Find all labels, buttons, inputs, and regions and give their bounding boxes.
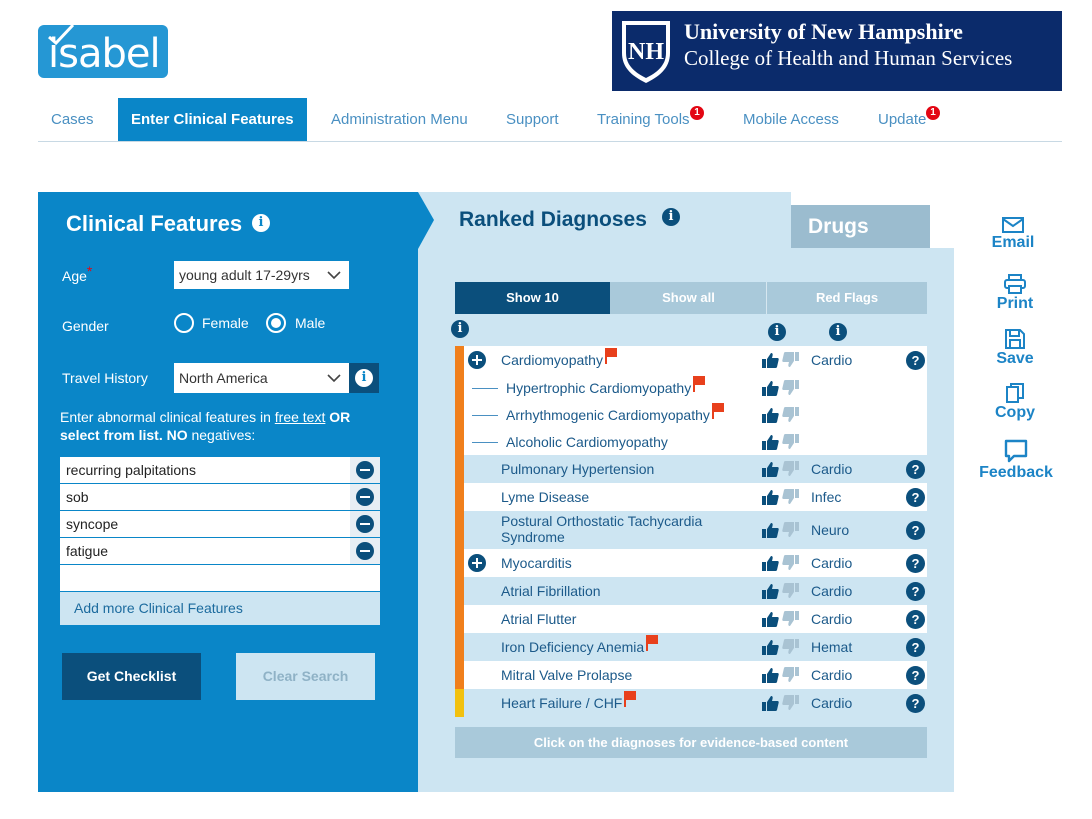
save-label: Save — [996, 350, 1034, 367]
rating-thumbs — [762, 695, 802, 711]
minus-icon — [356, 461, 374, 479]
thumbs-up-icon[interactable] — [762, 555, 779, 571]
nav-support[interactable]: Support — [506, 111, 559, 128]
instructions-text: Enter abnormal clinical features in free text OR select from list. NO negatives: — [60, 409, 351, 443]
rating-thumbs — [762, 667, 802, 683]
thumbs-up-icon[interactable] — [762, 583, 779, 599]
travel-history-label: Travel History — [62, 370, 148, 386]
sub-item-line — [472, 442, 498, 443]
diagnosis-row[interactable] — [464, 483, 927, 511]
ranked-diagnoses-title: Ranked Diagnoses — [459, 208, 647, 231]
tab-red-flags[interactable]: Red Flags — [815, 290, 879, 305]
sub-diagnosis-row[interactable] — [464, 401, 927, 428]
sub-diagnosis-row[interactable] — [464, 428, 927, 455]
travel-history-value: North America — [179, 370, 268, 386]
help-icon[interactable]: ? — [906, 460, 925, 479]
free-text-link[interactable]: free text — [274, 409, 326, 425]
diagnosis-name[interactable]: Myocarditis — [501, 555, 572, 571]
diagnosis-row[interactable] — [464, 605, 927, 633]
print-label: Print — [996, 295, 1034, 312]
main-nav — [38, 98, 1062, 142]
help-icon[interactable]: ? — [906, 666, 925, 685]
diagnosis-category: Cardio — [811, 611, 853, 627]
copy-icon — [1006, 383, 1024, 403]
gender-female-label: Female — [202, 315, 249, 331]
diagnosis-row[interactable] — [464, 511, 927, 549]
thumbs-down-icon[interactable] — [782, 352, 799, 368]
chevron-down-icon — [327, 261, 341, 289]
thumbs-up-icon[interactable] — [762, 611, 779, 627]
red-flag-icon — [693, 376, 705, 392]
minus-icon — [356, 542, 374, 560]
update-badge: 1 — [926, 106, 940, 120]
remove-feature-button[interactable] — [350, 511, 380, 537]
help-icon[interactable]: ? — [906, 521, 925, 540]
tab-show-10[interactable]: Show 10 — [455, 282, 610, 314]
copy-label: Copy — [995, 404, 1035, 421]
unh-shield-icon — [618, 17, 674, 85]
isabel-logo[interactable] — [38, 25, 168, 78]
help-icon[interactable]: ? — [906, 554, 925, 573]
logo-text: isabel — [48, 31, 160, 77]
rating-thumbs — [762, 407, 802, 423]
severity-bar-yellow — [455, 689, 464, 717]
gender-male-label: Male — [295, 315, 326, 331]
age-select[interactable] — [174, 261, 349, 289]
diagnosis-category: Infec — [811, 489, 842, 505]
save-button[interactable] — [975, 329, 1055, 368]
diagnosis-name[interactable]: Mitral Valve Prolapse — [501, 667, 633, 683]
clinical-features-info-icon[interactable]: i — [252, 214, 270, 232]
nav-mobile-access[interactable]: Mobile Access — [743, 111, 839, 128]
gender-female-radio[interactable] — [174, 313, 194, 333]
help-icon[interactable]: ? — [906, 610, 925, 629]
thumbs-down-icon[interactable] — [782, 555, 799, 571]
rating-thumbs — [762, 555, 802, 571]
diagnosis-category: Cardio — [811, 555, 853, 571]
required-mark: * — [86, 263, 93, 279]
diagnosis-category: Cardio — [811, 667, 853, 683]
age-label: Age* — [62, 263, 93, 284]
thumbs-up-icon[interactable] — [762, 434, 779, 450]
feedback-label: Feedback — [979, 464, 1053, 481]
rating-thumbs — [762, 583, 802, 599]
diagnosis-name[interactable]: Atrial Flutter — [501, 611, 577, 627]
sub-item-line — [472, 415, 498, 416]
red-flag-icon — [624, 691, 636, 707]
thumbs-down-icon[interactable] — [782, 667, 799, 683]
rating-thumbs — [762, 434, 802, 450]
thumbs-up-icon[interactable] — [762, 380, 779, 396]
thumbs-down-icon[interactable] — [782, 461, 799, 477]
remove-feature-button[interactable] — [350, 484, 380, 510]
diagnosis-name[interactable]: Postural Orthostatic Tachycardia Syndrome — [501, 513, 703, 545]
ranked-diagnoses-info-icon[interactable]: i — [662, 208, 680, 226]
print-button[interactable] — [975, 274, 1055, 313]
diagnosis-row[interactable] — [464, 455, 927, 483]
diagnosis-category: Cardio — [811, 695, 853, 711]
diagnosis-name[interactable]: Alcoholic Cardiomyopathy — [506, 434, 668, 450]
diagnosis-category: Cardio — [811, 352, 853, 368]
get-checklist-button[interactable]: Get Checklist — [62, 653, 201, 700]
thumbs-up-icon[interactable] — [762, 489, 779, 505]
sub-item-line — [472, 388, 498, 389]
results-tabbar — [455, 282, 927, 314]
nav-enter-clinical-features[interactable]: Enter Clinical Features — [118, 98, 307, 141]
travel-history-info-button[interactable] — [349, 363, 379, 393]
expand-icon[interactable] — [468, 351, 486, 369]
feature-input[interactable]: fatigue — [60, 538, 380, 564]
feature-input[interactable]: syncope — [60, 511, 380, 537]
panel-notch — [418, 192, 436, 249]
diagnosis-row[interactable] — [464, 346, 927, 374]
rating-thumbs — [762, 639, 802, 655]
rating-thumbs — [762, 352, 802, 368]
help-icon[interactable]: ? — [906, 488, 925, 507]
nav-training-tools[interactable]: Training Tools — [597, 111, 690, 128]
rating-thumbs — [762, 611, 802, 627]
drugs-tab[interactable]: Drugs — [791, 205, 930, 248]
travel-history-select[interactable] — [174, 363, 349, 393]
diagnosis-name[interactable]: Cardiomyopathy — [501, 352, 617, 368]
expand-icon[interactable] — [468, 554, 486, 572]
remove-feature-button[interactable] — [350, 538, 380, 564]
institution-college: College of Health and Human Services — [684, 46, 1013, 70]
gender-label: Gender — [62, 318, 109, 334]
thumbs-up-icon[interactable] — [762, 695, 779, 711]
nav-update[interactable]: Update — [878, 111, 927, 128]
info-icon[interactable]: i — [451, 320, 469, 338]
feedback-icon — [1004, 439, 1028, 463]
diagnosis-row[interactable] — [464, 633, 927, 661]
copy-button[interactable] — [975, 383, 1055, 422]
clinical-features-title: Clinical Features — [66, 211, 243, 236]
feature-input[interactable]: sob — [60, 484, 380, 510]
tab-show-all[interactable]: Show all — [662, 290, 715, 305]
thumbs-up-icon[interactable] — [762, 639, 779, 655]
minus-icon — [356, 488, 374, 506]
age-select-value: young adult 17-29yrs — [179, 267, 310, 283]
diagnosis-category: Hemat — [811, 639, 853, 655]
feedback-button[interactable] — [976, 439, 1056, 482]
thumbs-down-icon[interactable] — [782, 522, 799, 538]
diagnosis-row[interactable] — [464, 549, 927, 577]
thumbs-up-icon[interactable] — [762, 461, 779, 477]
rating-thumbs — [762, 380, 802, 396]
nav-administration-menu[interactable]: Administration Menu — [331, 111, 468, 128]
chevron-down-icon — [327, 363, 341, 393]
email-icon — [1002, 217, 1024, 233]
thumbs-down-icon[interactable] — [782, 583, 799, 599]
help-icon[interactable]: ? — [906, 638, 925, 657]
thumbs-down-icon[interactable] — [782, 380, 799, 396]
gender-male-radio[interactable] — [266, 313, 286, 333]
diagnosis-category: Cardio — [811, 583, 853, 599]
help-icon[interactable]: ? — [906, 351, 925, 370]
thumbs-up-icon[interactable] — [762, 407, 779, 423]
shield-letters: NH — [628, 39, 664, 65]
red-flag-icon — [605, 348, 617, 364]
sub-diagnosis-row[interactable] — [464, 374, 927, 401]
save-icon — [1005, 329, 1025, 349]
rating-info-icon[interactable]: i — [768, 323, 786, 341]
minus-icon — [356, 515, 374, 533]
email-button[interactable] — [973, 217, 1053, 252]
diagnosis-name[interactable]: Arrhythmogenic Cardiomyopathy — [506, 407, 724, 423]
thumbs-down-icon[interactable] — [782, 611, 799, 627]
severity-bar-orange — [455, 346, 464, 689]
new-feature-input[interactable] — [60, 565, 380, 591]
diagnosis-name[interactable]: Iron Deficiency Anemia — [501, 639, 658, 655]
red-flag-icon — [712, 403, 724, 419]
clinical-features-panel — [38, 192, 418, 792]
category-info-icon[interactable]: i — [829, 323, 847, 341]
diagnosis-category: Neuro — [811, 522, 850, 538]
rating-thumbs — [762, 489, 802, 505]
diagnosis-row[interactable] — [464, 661, 927, 689]
help-icon[interactable]: ? — [906, 694, 925, 713]
thumbs-down-icon[interactable] — [782, 695, 799, 711]
diagnosis-name[interactable]: Hypertrophic Cardiomyopathy — [506, 380, 705, 396]
thumbs-up-icon[interactable] — [762, 667, 779, 683]
training-tools-badge: 1 — [690, 106, 704, 120]
diagnosis-row[interactable] — [464, 689, 927, 717]
institution-name: University of New Hampshire — [684, 19, 963, 44]
rating-thumbs — [762, 461, 802, 477]
red-flag-icon — [646, 635, 658, 651]
thumbs-up-icon[interactable] — [762, 522, 779, 538]
thumbs-down-icon[interactable] — [782, 434, 799, 450]
remove-feature-button[interactable] — [350, 457, 380, 483]
diagnosis-category: Cardio — [811, 461, 853, 477]
help-icon[interactable]: ? — [906, 582, 925, 601]
thumbs-down-icon[interactable] — [782, 639, 799, 655]
email-label: Email — [991, 234, 1035, 251]
feature-input[interactable]: recurring palpitations — [60, 457, 380, 483]
evidence-footer: Click on the diagnoses for evidence-based content — [455, 727, 927, 758]
diagnosis-name[interactable]: Pulmonary Hypertension — [501, 461, 655, 477]
nav-cases[interactable]: Cases — [51, 111, 94, 128]
diagnosis-name[interactable]: Lyme Disease — [501, 489, 590, 505]
institution-banner — [612, 11, 1062, 91]
diagnosis-name[interactable]: Heart Failure / CHF — [501, 695, 636, 711]
thumbs-down-icon[interactable] — [782, 407, 799, 423]
rating-thumbs — [762, 522, 802, 538]
diagnosis-row[interactable] — [464, 577, 927, 605]
thumbs-down-icon[interactable] — [782, 489, 799, 505]
clear-search-button[interactable]: Clear Search — [236, 653, 375, 700]
diagnosis-name[interactable]: Atrial Fibrillation — [501, 583, 601, 599]
info-icon: i — [355, 369, 373, 387]
print-icon — [1004, 274, 1026, 294]
add-more-features-button[interactable]: Add more Clinical Features — [60, 592, 380, 625]
thumbs-up-icon[interactable] — [762, 352, 779, 368]
